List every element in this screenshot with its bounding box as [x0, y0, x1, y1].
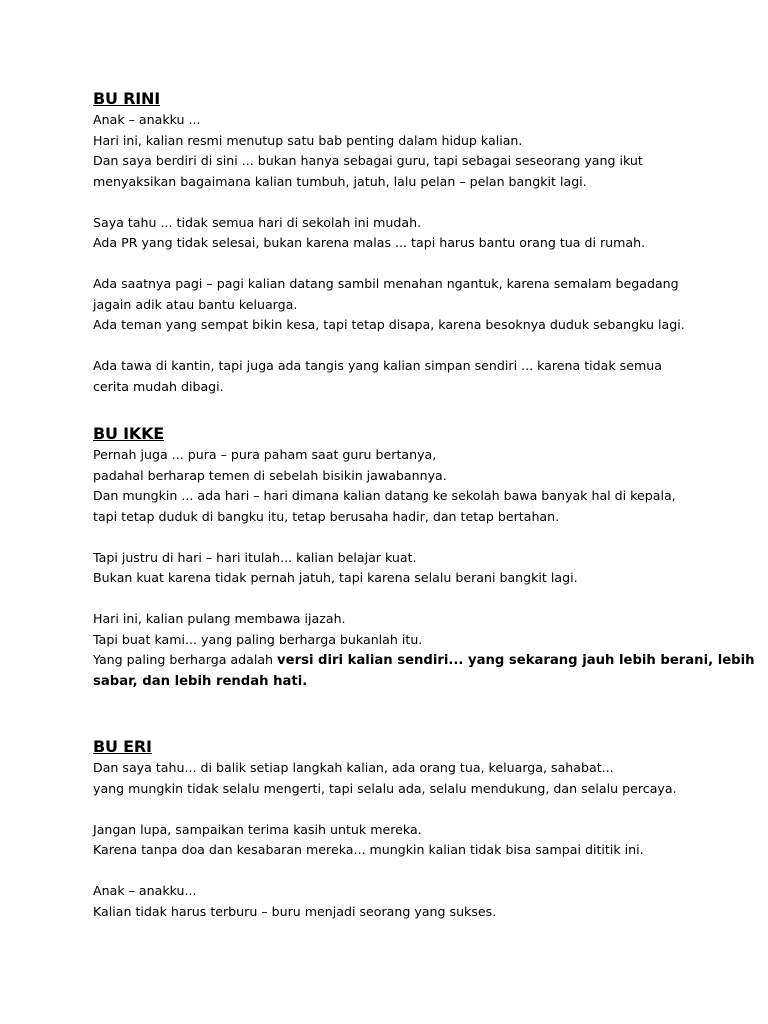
paragraph-line: Tapi justru di hari – hari itulah... kalian belajar kuat.	[93, 549, 417, 565]
section-body	[93, 445, 713, 650]
paragraph-line: yang mungkin tidak selalu mengerti, tapi selalu ada, selalu mendukung, dan selalu percaya.	[93, 780, 677, 796]
paragraph-line: Ada PR yang tidak selesai, bukan karena malas ... tapi harus bantu orang tua di rumah.	[93, 235, 646, 250]
section-heading: BU ERI	[93, 737, 152, 756]
paragraph-gap	[93, 254, 713, 275]
paragraph-line: tapi tetap duduk di bangku itu, tetap berusaha hadir, dan tetap bertahan.	[93, 508, 560, 524]
paragraph-line-bold	[93, 672, 713, 693]
paragraph-line: jagain adik atau bantu keluarga.	[93, 296, 298, 312]
paragraph-gap	[93, 799, 713, 820]
paragraph-line: Saya tahu ... tidak semua hari di sekolah ini mudah.	[93, 214, 422, 230]
section-body	[93, 110, 713, 397]
paragraph-line: Tapi buat kami... yang paling berharga bukanlah itu.	[93, 631, 423, 647]
paragraph-line: Ada teman yang sempat bikin kesa, tapi tetap disapa, karena besoknya duduk sebangku lagi.	[93, 317, 685, 332]
section-body	[93, 758, 713, 922]
paragraph-line: padahal berharap temen di sebelah bisikin jawabannya.	[93, 467, 447, 483]
paragraph-line: Ada tawa di kantin, tapi juga ada tangis yang kalian simpan sendiri ... karena tidak semua	[93, 358, 662, 373]
section-bu-rini	[93, 89, 713, 397]
text-normal: Yang paling berharga adalah	[93, 652, 278, 667]
section-bu-ikke	[93, 424, 755, 692]
paragraph-gap	[93, 861, 713, 882]
paragraph-line: Hari ini, kalian pulang membawa ijazah.	[93, 611, 346, 626]
paragraph-gap	[93, 589, 713, 610]
paragraph-line: menyaksikan bagaimana kalian tumbuh, jatuh, lalu pelan – pelan bangkit lagi.	[93, 173, 587, 189]
paragraph-gap	[93, 192, 713, 213]
section-heading: BU IKKE	[93, 424, 165, 443]
text-bold: sabar, dan lebih rendah hati.	[93, 673, 308, 689]
paragraph-line: Dan mungkin ... ada hari – hari dimana kalian datang ke sekolah bawa banyak hal di kepala,	[93, 488, 676, 503]
section-bu-eri	[93, 737, 713, 922]
paragraph-line: Dan saya tahu... di balik setiap langkah kalian, ada orang tua, keluarga, sahabat...	[93, 760, 614, 775]
paragraph-line: Kalian tidak harus terburu – buru menjadi seorang yang sukses.	[93, 903, 497, 919]
paragraph-line: Anak – anakku ...	[93, 112, 201, 127]
paragraph-line: Pernah juga ... pura – pura paham saat guru bertanya,	[93, 447, 437, 462]
paragraph-line: Ada saatnya pagi – pagi kalian datang sambil menahan ngantuk, karena semalam begadang	[93, 276, 679, 291]
text-bold: versi diri kalian sendiri... yang sekarang jauh lebih berani, lebih	[277, 653, 755, 668]
paragraph-gap	[93, 336, 713, 357]
paragraph-line: Hari ini, kalian resmi menutup satu bab penting dalam hidup kalian.	[93, 132, 523, 148]
paragraph-gap	[93, 527, 713, 548]
paragraph-line: cerita mudah dibagi.	[93, 378, 224, 394]
paragraph-line	[93, 650, 755, 672]
paragraph-line: Anak – anakku...	[93, 883, 197, 898]
section-heading: BU RINI	[93, 89, 160, 108]
paragraph-line: Bukan kuat karena tidak pernah jatuh, tapi karena selalu berani bangkit lagi.	[93, 570, 578, 585]
paragraph-line: Dan saya berdiri di sini ... bukan hanya sebagai guru, tapi sebagai seseorang yang ikut	[93, 153, 643, 168]
paragraph-line: Jangan lupa, sampaikan terima kasih untuk mereka.	[93, 821, 422, 837]
paragraph-line: Karena tanpa doa dan kesabaran mereka... mungkin kalian tidak bisa sampai dititik ini.	[93, 842, 644, 857]
